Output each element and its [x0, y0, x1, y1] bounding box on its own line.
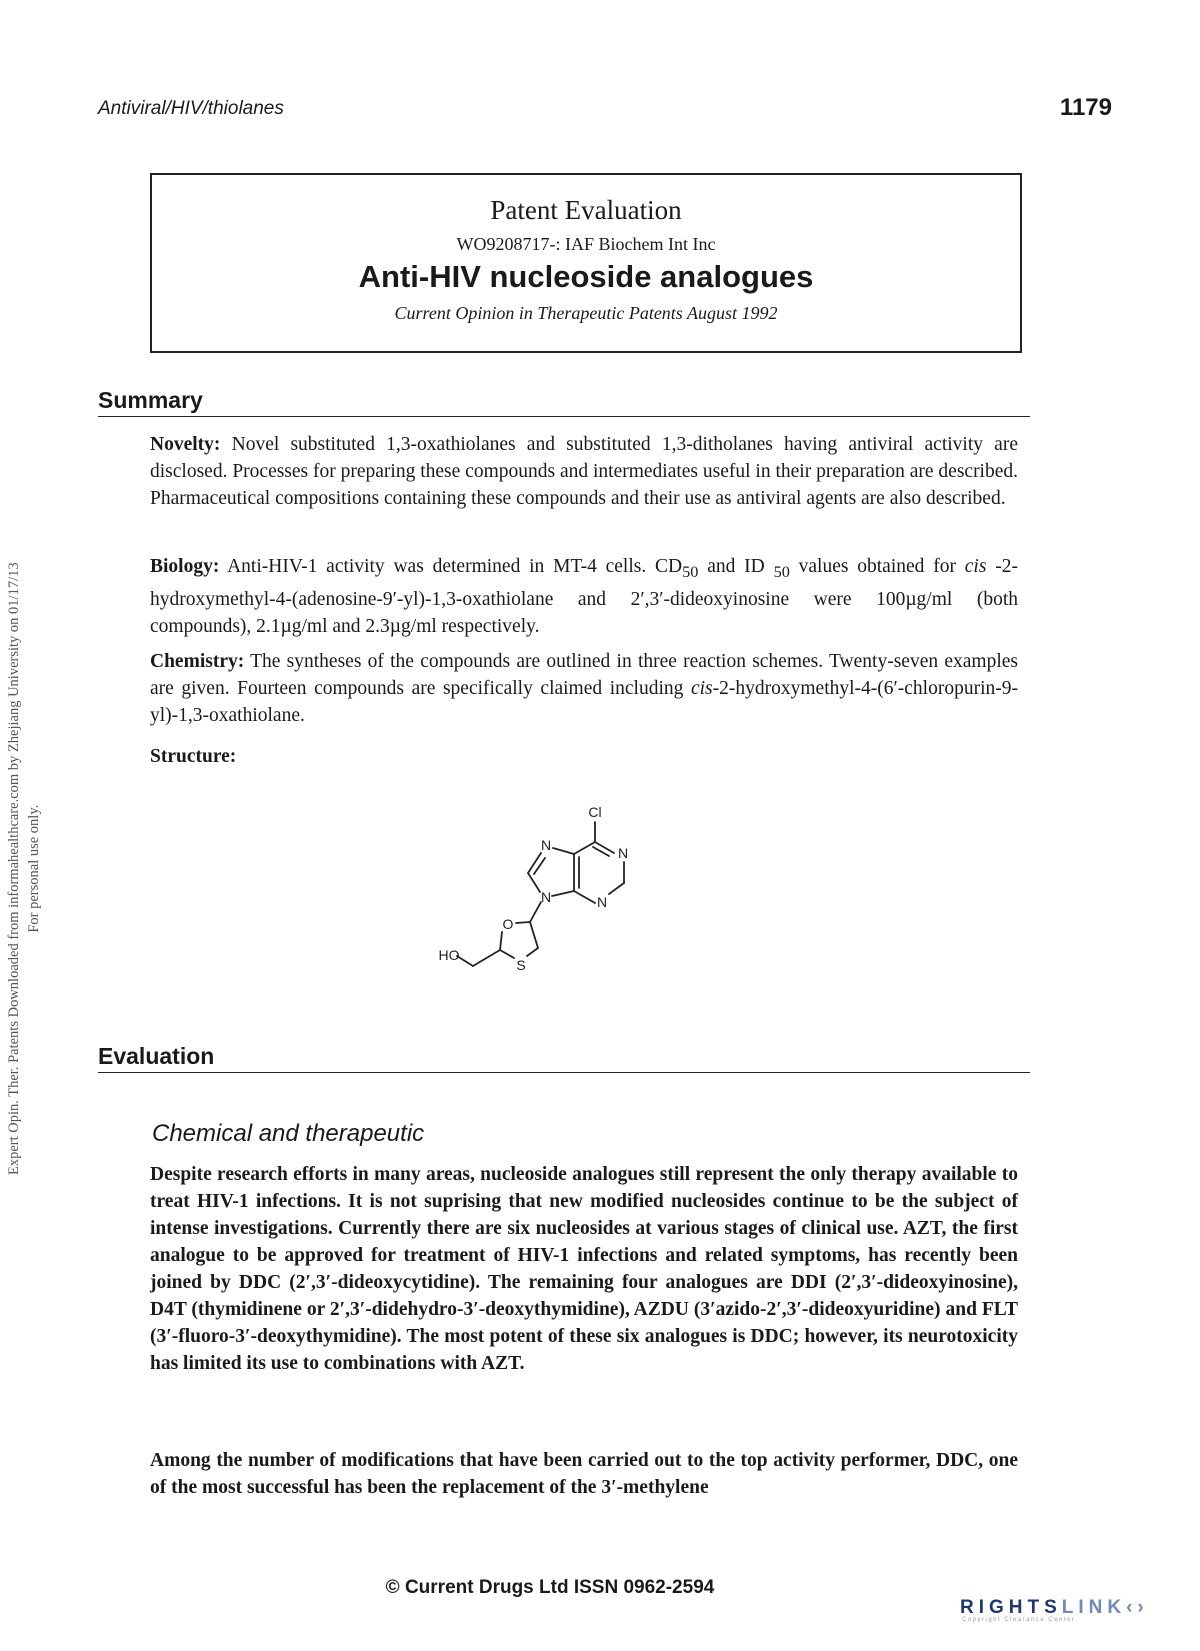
rightslink-arrow-icon: ‹›	[1126, 1597, 1149, 1618]
atom-n9: N	[540, 889, 552, 905]
atom-n1: N	[617, 845, 629, 861]
bond-n3-c4	[574, 891, 595, 903]
biology-text-2: and ID	[698, 556, 774, 577]
bond-o-c2prime	[500, 932, 502, 950]
bond-c4prime-c5prime	[530, 922, 538, 948]
bond-n9-c4prime	[530, 902, 541, 922]
novelty-paragraph	[150, 431, 1018, 512]
biology-paragraph	[150, 553, 1018, 640]
page-number: 1179	[1059, 94, 1112, 121]
bond-c4prime-o	[516, 922, 530, 923]
journal-citation: Current Opinion in Therapeutic Patents August 1992	[394, 303, 778, 323]
biology-text-3: values obtained for	[789, 556, 965, 577]
bond-c2-n3	[609, 883, 624, 894]
download-notice-line1: Expert Opin. Ther. Patents Downloaded from informahealthcare.com by Zhejiang University on 01/17/13	[6, 562, 22, 1175]
rightslink-tagline: Copyright Clearance Center	[962, 1617, 1076, 1623]
biology-text-1: Anti-HIV-1 activity was determined in MT-4 cells. CD	[227, 556, 683, 577]
cis-italic: cis	[690, 678, 713, 699]
chemistry-paragraph	[150, 648, 1018, 729]
bond-c5-n7	[553, 848, 574, 854]
atom-hydroxyl: HO	[438, 947, 460, 963]
chemistry-text-2: -2-hydroxymethyl-4-(6′-chloropurin-9-yl)-1,3-oxathiolane.	[150, 678, 1018, 726]
novelty-label: Novelty:	[150, 434, 221, 455]
atom-n7: N	[540, 837, 552, 853]
biology-label: Biology:	[150, 556, 220, 577]
rightslink-light: LINK	[1061, 1597, 1127, 1618]
patent-evaluation-box	[150, 173, 1022, 353]
atom-sulfur: S	[516, 957, 526, 973]
bond-c5prime-s	[527, 948, 538, 956]
atom-n3: N	[596, 894, 608, 910]
biology-text-4: -2-hydroxymethyl-4-(adenosine-9′-yl)-1,3-oxathiolane and 2′,3′-dideoxyinosine were 100µg/ml (both compounds), 2.1µg/ml and 2.3µg/ml respectively.	[150, 556, 1018, 637]
evaluation-subheading: Chemical and therapeutic	[152, 1120, 425, 1147]
download-notice-line2: For personal use only.	[26, 804, 42, 933]
summary-heading: Summary	[98, 387, 1030, 417]
bond-c8-n9	[528, 873, 540, 892]
chemistry-label: Chemistry:	[150, 651, 245, 672]
rightslink-dark: RIGHTS	[960, 1597, 1062, 1618]
download-notice	[4, 562, 44, 1175]
cis-italic: cis	[964, 556, 987, 577]
atom-chlorine: Cl	[588, 804, 602, 820]
chemistry-text-1: The syntheses of the compounds are outlined in three reaction schemes. Twenty-seven examples are given. Fourteen compounds are specifically claimed including	[150, 651, 1018, 699]
cd50-subscript: 50	[682, 562, 699, 581]
bond-c2prime-s	[500, 950, 514, 958]
structure-label: Structure:	[150, 746, 237, 767]
atom-oxygen: O	[502, 916, 514, 932]
structure-paragraph	[150, 743, 1018, 770]
running-head: Antiviral/HIV/thiolanes	[98, 98, 284, 119]
bond-n7-c8	[528, 853, 541, 873]
article-title: Anti-HIV nucleoside analogues	[358, 259, 814, 294]
evaluation-paragraph-2: Among the number of modifications that have been carried out to the top activity performer, DDC, one of the most successful has been the replacement of the 3′-methylene	[150, 1450, 1018, 1498]
bond-n9-c4	[552, 891, 574, 896]
bond-c5-c6	[574, 842, 595, 854]
evaluation-heading: Evaluation	[98, 1043, 1030, 1073]
novelty-text: Novel substituted 1,3-oxathiolanes and substituted 1,3-ditholanes having antiviral activity are disclosed. Processes for preparing these compounds and intermediates useful in their preparation are described. Pharmaceutical compositions containing these compounds and their use as antiviral agents are also described.	[150, 434, 1019, 509]
bond-c6-n1	[595, 842, 614, 853]
evaluation-paragraph-1: Despite research efforts in many areas, nucleoside analogues still represent the only therapy available to treat HIV-1 infections. It is not suprising that new modified nucleosides continue to be the subject of intense investigations. Currently there are six nucleosides at various stages of clinical use. AZT, the first analogue to be approved for treatment of HIV-1 infections and related symptoms, has recently been joined by DDC (2′,3′-dideoxycytidine). The remaining four analogues are DDI (2′,3′-dideoxyinosine), D4T (thymidinene or 2′,3′-didehydro-3′-deoxythymidine), AZDU (3′azido-2′,3′-dideoxyuridine) and FLT (3′-fluoro-3′-deoxythymidine). The most potent of these six analogues is DDC; however, its neurotoxicity has limited its use to combinations with AZT.	[150, 1164, 1018, 1374]
chemical-structure	[438, 790, 695, 990]
rightslink-logo[interactable]	[960, 1597, 1190, 1623]
copyright-footer: © Current Drugs Ltd ISSN 0962-2594	[385, 1577, 715, 1598]
id50-subscript: 50	[773, 562, 790, 581]
patent-number: WO9208717-: IAF Biochem Int Inc	[456, 234, 716, 254]
box-label: Patent Evaluation	[490, 195, 682, 225]
bond-c2prime-ch2	[473, 950, 500, 966]
